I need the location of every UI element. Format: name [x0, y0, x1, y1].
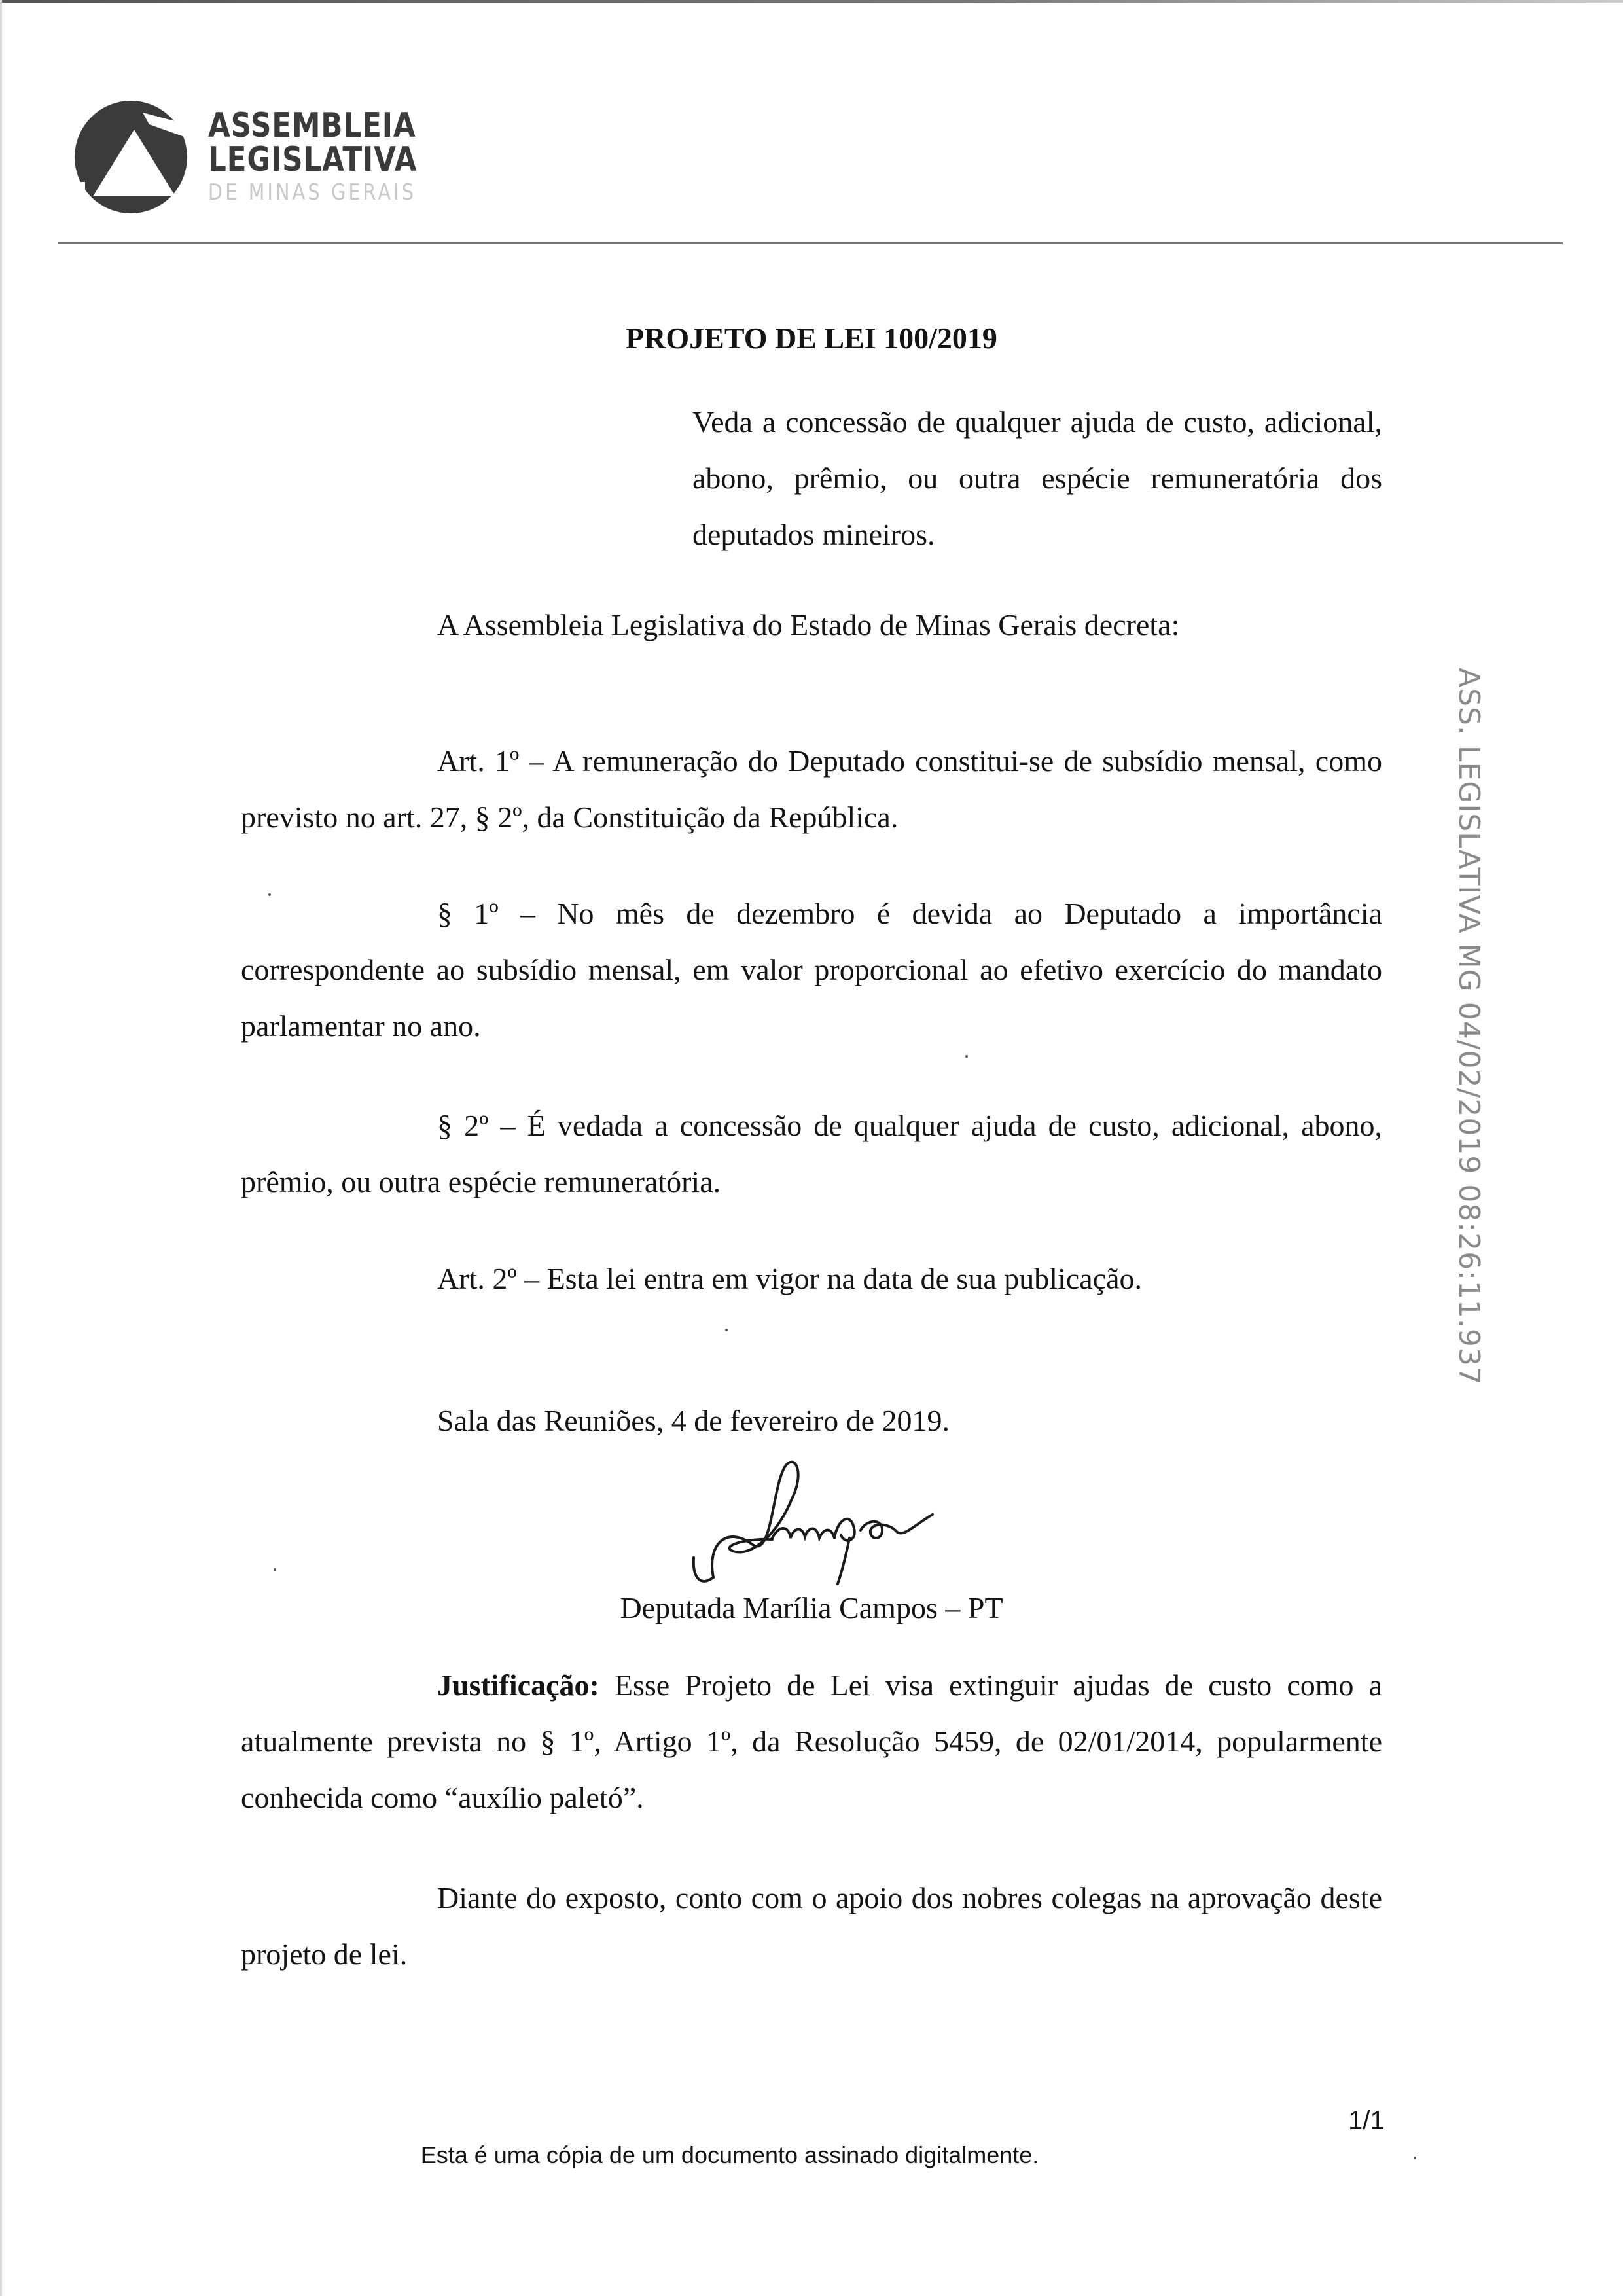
article-1: Art. 1º – A remuneração do Deputado constitui-se de subsídio mensal, como previsto no art. 27, § 2º, da Constituição da República.: [241, 744, 1382, 834]
enacting-clause: A Assembleia Legislativa do Estado de Minas Gerais decreta:: [437, 608, 1180, 641]
assembly-logo: [65, 98, 432, 216]
justification-label: Justificação:: [437, 1668, 599, 1702]
signer-name-text: Deputada Marília Campos – PT: [620, 1591, 1003, 1624]
article-1-paragraph-2: § 2º – É vedada a concessão de qualquer ajuda de custo, adicional, abono, prêmio, ou outra espécie remuneratória.: [241, 1109, 1382, 1198]
protocol-stamp-text: ASS. LEGISLATIVA MG 04/02/2019 08:26:11.937: [1452, 668, 1486, 1386]
place-and-date: Sala das Reuniões, 4 de fevereiro de 2019.: [437, 1404, 950, 1437]
header-divider: [58, 242, 1563, 244]
handwritten-signature: [674, 1446, 962, 1597]
scan-speck: [725, 1329, 728, 1331]
signer-name: [0, 1590, 1623, 1625]
justification-paragraph: [241, 1657, 1382, 1826]
triangle-emblem-icon: [65, 98, 196, 216]
document-title: [0, 321, 1623, 355]
page-top-edge: [0, 0, 1623, 3]
justification-text: Esse Projeto de Lei visa extinguir ajudas de custo como a atualmente prevista no § 1º, Artigo 1º, da Resolução 5459, de 02/01/2014, popularmente conhecida como “auxílio paletó”.: [241, 1668, 1382, 1814]
logo-text-line1: ASSEMBLEIA: [208, 106, 416, 145]
protocol-stamp: [1452, 668, 1512, 1386]
article-1-paragraph-1: § 1º – No mês de dezembro é devida ao Deputado a importância correspondente ao subsídio mensal, em valor proporcional ao efetivo exercício do mandato parlamentar no ano.: [241, 897, 1382, 1043]
scan-speck: [1414, 2157, 1416, 2159]
article-2: Art. 2º – Esta lei entra em vigor na data de sua publicação.: [437, 1262, 1142, 1295]
scan-speck: [965, 1055, 968, 1058]
closing-paragraph: Diante do exposto, conto com o apoio dos nobres colegas na aprovação deste projeto de lei.: [241, 1881, 1382, 1971]
logo-text-line2: LEGISLATIVA: [208, 140, 418, 179]
ementa-paragraph: Veda a concessão de qualquer ajuda de custo, adicional, abono, prêmio, ou outra espécie remuneratória dos deputados mineiros.: [692, 405, 1382, 551]
logo-text-line3: DE MINAS GERAIS: [208, 179, 417, 206]
page-number: 1/1: [1348, 2106, 1385, 2135]
footer-notice-text: Esta é uma cópia de um documento assinado digitalmente.: [420, 2142, 1039, 2168]
footer-notice: [0, 2142, 1623, 2169]
document-title-text: PROJETO DE LEI 100/2019: [626, 321, 997, 355]
scan-speck: [268, 893, 271, 896]
scan-speck: [274, 1568, 276, 1571]
